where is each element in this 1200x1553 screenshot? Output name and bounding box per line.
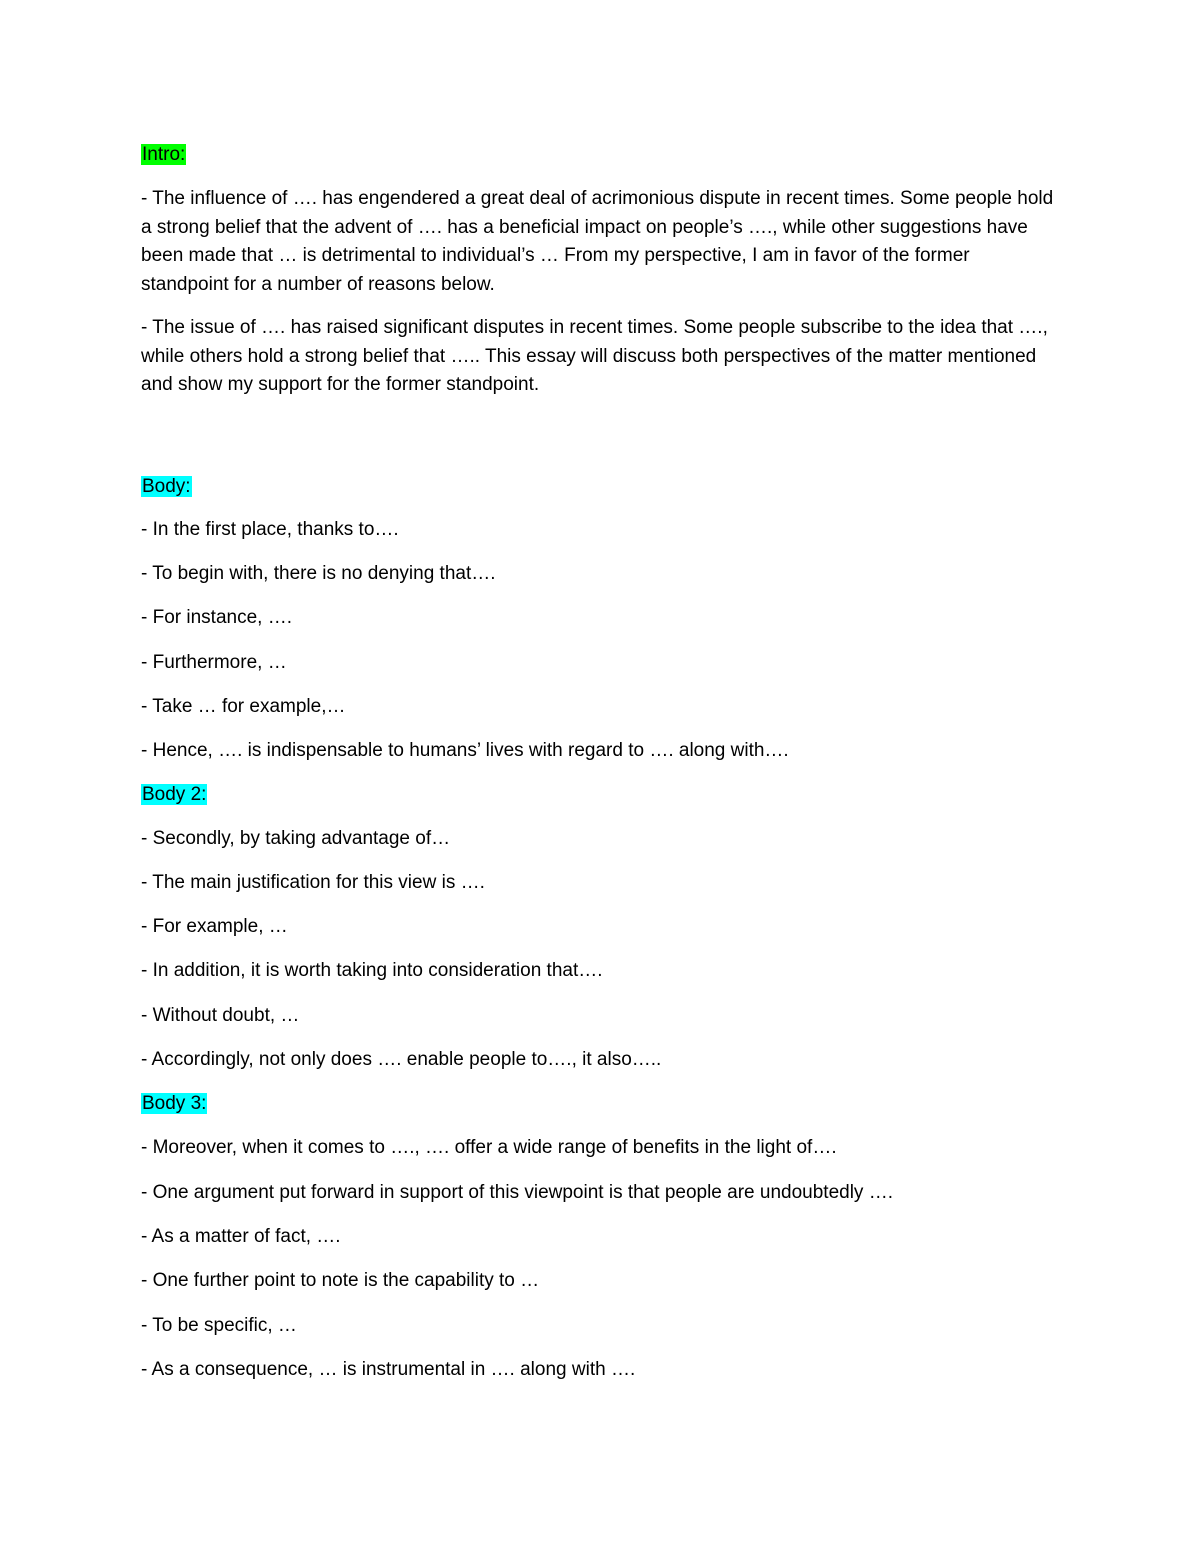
body3-line-5: - To be specific, … xyxy=(141,1314,297,1336)
body1-line-6: - Hence, …. is indispensable to humans’ lives with regard to …. along with…. xyxy=(141,739,789,761)
body3-heading xyxy=(141,1090,1061,1118)
body1-line-2: - To begin with, there is no denying that…. xyxy=(141,562,496,584)
intro-heading-text: Intro: xyxy=(142,144,186,165)
body1-line-1: - In the first place, thanks to…. xyxy=(141,518,399,540)
body2-line-2: - The main justification for this view is …. xyxy=(141,871,485,893)
body2-heading-text: Body 2: xyxy=(142,783,207,805)
body1-heading xyxy=(141,473,1061,501)
body1-line-5: - Take … for example,… xyxy=(141,695,346,717)
body1-line-3: - For instance, …. xyxy=(141,606,292,628)
body1-heading-text: Body: xyxy=(142,475,191,497)
body2-line-5: - Without doubt, … xyxy=(141,1004,300,1026)
body2-line-6: - Accordingly, not only does …. enable people to…., it also….. xyxy=(141,1048,662,1070)
body1-line-4: - Furthermore, … xyxy=(141,651,287,673)
body3-heading-text: Body 3: xyxy=(142,1092,207,1114)
intro-paragraph-2: - The issue of …. has raised significant disputes in recent times. Some people subscribe to the idea that …., while others hold a strong belief that ….. This essay will discuss both perspectives of the matter mentioned and show my support for the former standpoint. xyxy=(141,317,1048,395)
document-page xyxy=(141,141,1061,1384)
body2-line-1: - Secondly, by taking advantage of… xyxy=(141,827,451,849)
body2-line-4: - In addition, it is worth taking into consideration that…. xyxy=(141,959,603,981)
body3-line-6: - As a consequence, … is instrumental in …. along with …. xyxy=(141,1358,636,1380)
body3-line-3: - As a matter of fact, …. xyxy=(141,1225,341,1247)
intro-heading xyxy=(141,141,1061,169)
body2-heading xyxy=(141,781,1061,809)
body3-line-2: - One argument put forward in support of this viewpoint is that people are undoubtedly …. xyxy=(141,1181,893,1203)
intro-paragraph-1: - The influence of …. has engendered a great deal of acrimonious dispute in recent times. Some people hold a strong belief that the advent of …. has a beneficial impact on people’s …., while other suggestions have been made that … is detrimental to individual’s … From my perspective, I am in favor of the former standpoint for a number of reasons below. xyxy=(141,188,1054,295)
body2-line-3: - For example, … xyxy=(141,915,288,937)
body3-line-4: - One further point to note is the capability to … xyxy=(141,1269,540,1291)
body3-line-1: - Moreover, when it comes to …., …. offer a wide range of benefits in the light of…. xyxy=(141,1136,837,1158)
